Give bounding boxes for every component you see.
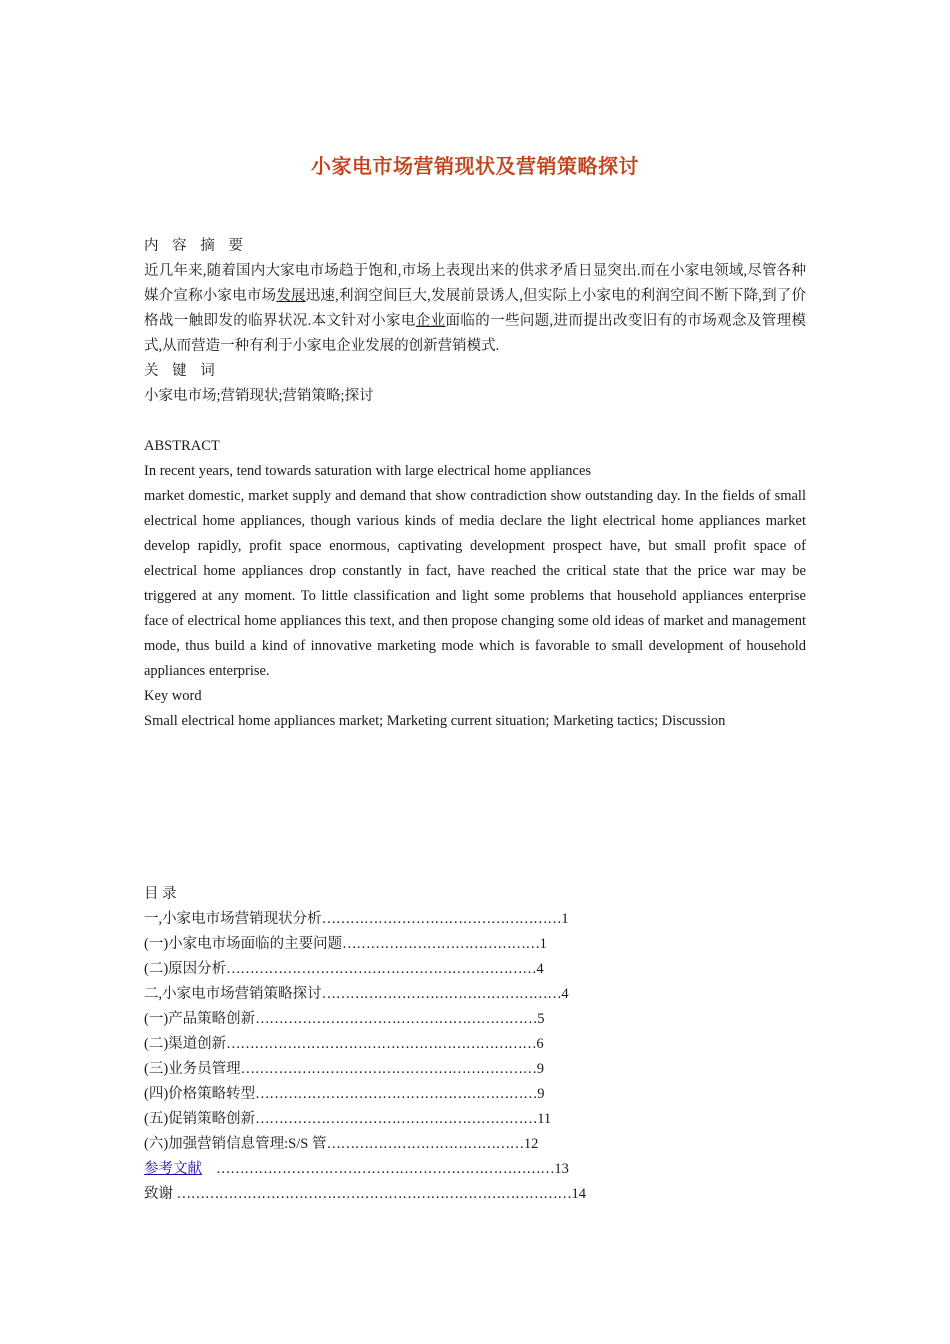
toc-item[interactable]: 一,小家电市场营销现状分析……………………………………………1 [144,911,569,927]
toc-heading: 目 录 [144,886,177,902]
document-title: 小家电市场营销现状及营销策略探讨 [311,154,639,178]
abstract-cn-link-enterprise[interactable]: 企业 [415,313,446,329]
abstract-cn-text-1: 近几年来,随着国内大家电市场趋于饱和,市场上表现出来的供求矛盾日显突出.而在小家电领域,尽管各种媒介宣称小家电市场 [144,263,806,304]
keywords-cn: 小家电市场;营销现状;营销策略;探讨 [144,388,374,404]
toc-item-thanks[interactable]: 致谢 …………………………………………………………………………14 [144,1186,586,1202]
toc-item[interactable]: (一)产品策略创新……………………………………………………5 [144,1011,545,1027]
toc-item[interactable]: (四)价格策略转型……………………………………………………9 [144,1086,545,1102]
abstract-cn-link-development[interactable]: 发展 [276,288,306,304]
toc-item[interactable]: (二)原因分析…………………………………………………………4 [144,961,544,977]
toc-item[interactable]: (三)业务员管理………………………………………………………9 [144,1061,545,1077]
toc-item[interactable]: (五)促销策略创新……………………………………………………11 [144,1111,552,1127]
toc-item[interactable]: 二,小家电市场营销策略探讨……………………………………………4 [144,986,569,1002]
keywords-en-heading: Key word [144,688,202,704]
toc-item[interactable]: (一)小家电市场面临的主要问题……………………………………1 [144,936,547,952]
toc-item[interactable]: (二)渠道创新…………………………………………………………6 [144,1036,544,1052]
abstract-en-heading: ABSTRACT [144,438,220,454]
abstract-cn-paragraph [144,259,806,359]
table-of-contents [144,907,806,1207]
abstract-en-paragraph: market domestic, market supply and demand that show contradiction show outstanding day. In the fields of small electrical home appliances, though various kinds of media declare the light electrical home appliances market develop rapidly, profit space enormous, captivating development prospect have, but small profit space of electrical home appliances drop constantly in fact, have reached the critical state that the price war may be triggered at any moment. To little classification and light some problems that household appliances enterprise face of electrical home appliances this text, and then propose changing some old ideas of market and management mode, thus build a kind of innovative marketing mode which is favorable to small development of household appliances enterprise. [144,488,806,679]
references-link[interactable]: 参考文献 [144,1161,202,1177]
toc-item-references[interactable]: 参考文献 ………………………………………………………………13 [144,1161,569,1177]
spacer [144,409,806,434]
abstract-cn-text-2: 迅速,利润空间巨大,发展前景诱人,但实际上小家电的利润空间不断下降,到了价格战一触即发的临界状况.本文针对小家电 [144,288,807,329]
abstract-cn-text-3: 面临的一些问题,进而提出改变旧有的市场观念及管理模式,从而营造一种有利于小家电企业发展的创新营销模式. [144,313,807,354]
abstract-cn-heading: 内 容 摘 要 [144,238,248,254]
abstract-en-first-line: In recent years, tend towards saturation with large electrical home appliances [144,463,592,479]
keywords-cn-heading: 关 键 词 [144,363,220,379]
toc-item[interactable]: (六)加强营销信息管理:S/S 管……………………………………12 [144,1136,539,1152]
document-body [144,234,806,1207]
spacer-large [144,734,806,882]
keywords-en: Small electrical home appliances market; Marketing current situation; Marketing tactics; Discussion [144,713,726,729]
